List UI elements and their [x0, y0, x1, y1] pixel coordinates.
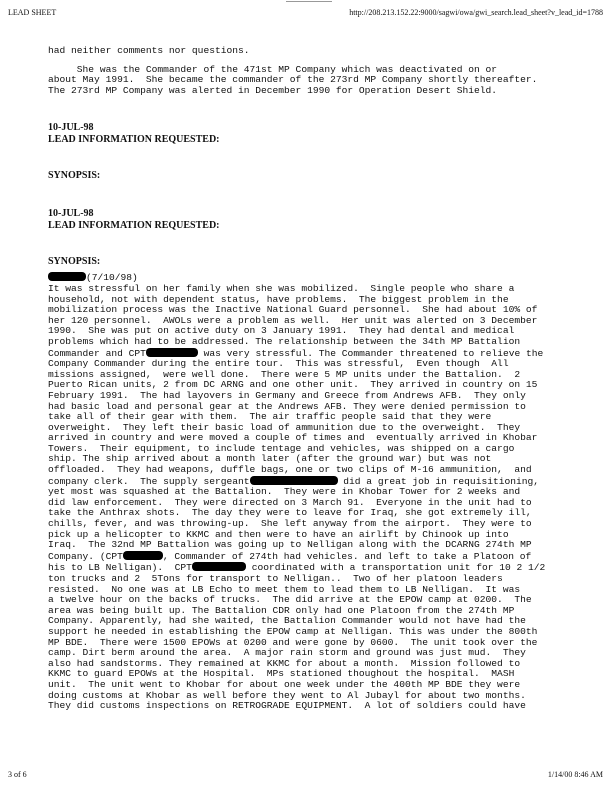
synopsis-heading: SYNOPSIS: [48, 170, 101, 182]
synopsis-line: his to LB Nelligan). CPT coordinated with a transportation unit for 10 2 1/2 [48, 562, 546, 574]
synopsis-line: They did customs inspections on RETROGRADE EQUIPMENT. A lot of soldiers could have [48, 700, 526, 712]
synopsis-line: mobilization process was the Inactive National Guard personnel. She had about 10% of [48, 304, 538, 316]
synopsis-line: yet most was squashed at the Battalion. They were in Khobar Tower for 2 weeks and [48, 486, 521, 498]
synopsis-line: her 120 personnel. AWOLs were a problem as well. Her unit was alerted on 3 December [48, 314, 538, 326]
synopsis-line: did law enforcement. They were directed on 3 March 91. Everyone in the unit had to [48, 496, 532, 508]
synopsis-line: Puerto Rican units, 2 from DC ARNG and one other unit. They arrived in country on 15 [48, 379, 538, 391]
document-body [48, 46, 588, 712]
print-timestamp: 1/14/00 8:46 AM [547, 770, 603, 779]
synopsis-line: doing customs at Khobar as well before they went to Al Jubayl for about two months. [48, 689, 526, 701]
synopsis-line: take the Anthrax shots. The day they were to leave for Iraq, she got extremely ill, [48, 507, 532, 519]
synopsis-line: take all of their gear with them. The air traffic people said that they were [48, 411, 492, 423]
synopsis-line: resisted. No one was at LB Echo to meet them to lead them to LB Nelligan. It was [48, 583, 521, 595]
synopsis-line: KKMC to guard EPOWs at the Hospital. MPs stationed thoughout the hospital. MASH [48, 668, 515, 680]
synopsis-line: camp. Dirt berm around the area. A major rain storm and ground was just mud. They [48, 647, 526, 659]
page-footer [8, 770, 603, 782]
redaction-bar [250, 476, 338, 485]
synopsis-line: Company. Apparently, had she waited, the Battalion Commander would not have had the [48, 615, 526, 627]
intro-para-line-2: about May 1991. She became the commander of the 273rd MP Company shortly thereafter. [48, 74, 538, 86]
synopsis-line: Company. (CPT , Commander of 274th had vehicles. and left to take a Platoon of [48, 550, 532, 562]
page-header [8, 8, 603, 22]
synopsis-line: problems which had to be addressed. The relationship between the 34th MP Battalion [48, 335, 521, 347]
section-date: 10-JUL-98 [48, 122, 94, 134]
redaction-bar [192, 562, 246, 571]
synopsis-line: unit. The unit went to Khobar for about one week under the 400th MP BDE they were [48, 678, 521, 690]
synopsis-line: MP BDE. There were 1500 EPOWs at 0200 and were gone by 0600. The unit took over the [48, 636, 538, 648]
synopsis-line: household, not with dependent status, have problems. The biggest problem in the [48, 293, 509, 305]
intro-para-line-3: The 273rd MP Company was alerted in December 1990 for Operation Desert Shield. [48, 84, 498, 96]
synopsis-line: support he needed in establishing the EPOW camp at Nelligan. This was under the 800th [48, 625, 538, 637]
synopsis-line: Iraq. The 32nd MP Battalion was going up to Nelligan along with the DCARNG 274th MP [48, 539, 532, 551]
synopsis-line: Towers. Their equipment, to include tentage and vehicles, was shipped on a cargo [48, 442, 515, 454]
synopsis-line: also had sandstorms. They remained at KKMC for about a month. Mission followed to [48, 657, 521, 669]
synopsis-line: chills, fever, and was throwing-up. She left anyway from the airport. They were to [48, 518, 532, 530]
synopsis-line: arrived in country and were moved a couple of times and eventually arrived in Khobar [48, 432, 538, 444]
redaction-bar [146, 348, 198, 357]
synopsis-line: Commander and CPT was very stressful. The Commander threatened to relieve the [48, 347, 544, 359]
synopsis-line: ton trucks and 2 5Tons for transport to Nelligan.. Two of her platoon leaders [48, 573, 503, 584]
page-url[interactable]: http://208.213.152.22:9000/sagwi/owa/gwi_search.lead_sheet?v_lead_id=1788 [349, 8, 603, 17]
synopsis-line: missions assigned, were well done. There were 5 MP units under the Battalion. 2 [48, 368, 521, 380]
synopsis-line: a twelve hour on the backs of trucks. The did arrive at the EPOW camp at 0200. The [48, 594, 532, 606]
synopsis-line: area was being built up. The Battalion CDR only had one Platoon from the 274th MP [48, 604, 515, 616]
synopsis-line: offloaded. They had weapons, duffle bags, one or two clips of M-16 ammunition, and [48, 464, 532, 476]
top-divider [286, 1, 332, 2]
synopsis-line: company clerk. The supply sergeant did a great job in requisitioning, [48, 475, 540, 487]
synopsis-line: It was stressful on her family when she was mobilized. Single people who share a [48, 282, 515, 294]
synopsis-line: (7/10/98) [48, 272, 588, 284]
synopsis-line: ship. The ship arrived about a month later (after the ground war) but was not [48, 453, 492, 465]
intro-para-line-1: She was the Commander of the 471st MP Company which was deactivated on or [48, 63, 498, 75]
page-title: LEAD SHEET [8, 8, 57, 17]
synopsis-line: had basic load and personal gear at the Andrews AFB. They were denied permission to [48, 400, 526, 412]
redaction-bar [48, 272, 86, 281]
section-date: 10-JUL-98 [48, 208, 94, 220]
synopsis-line: overweight. They left their basic load of ammunition due to the overweight. They [48, 421, 521, 433]
synopsis-line: February 1991. The had layovers in Germany and Greece from Andrews AFB. They only [48, 389, 526, 401]
redaction-bar [123, 551, 163, 560]
intro-line: had neither comments nor questions. [48, 45, 250, 56]
synopsis-line: 1990. She was put on active duty on 3 January 1991. They had dental and medical [48, 325, 515, 337]
synopsis-heading: SYNOPSIS: [48, 256, 101, 268]
page-number: 3 of 6 [8, 770, 27, 779]
lead-info-heading: LEAD INFORMATION REQUESTED: [48, 220, 220, 232]
synopsis-line: pick up a helicopter to KKMC and then were to have an airlift by Chinook up into [48, 528, 509, 540]
lead-info-heading: LEAD INFORMATION REQUESTED: [48, 134, 220, 146]
synopsis-line: Company Commander during the entire tour. This was stressful, Even though All [48, 358, 509, 370]
